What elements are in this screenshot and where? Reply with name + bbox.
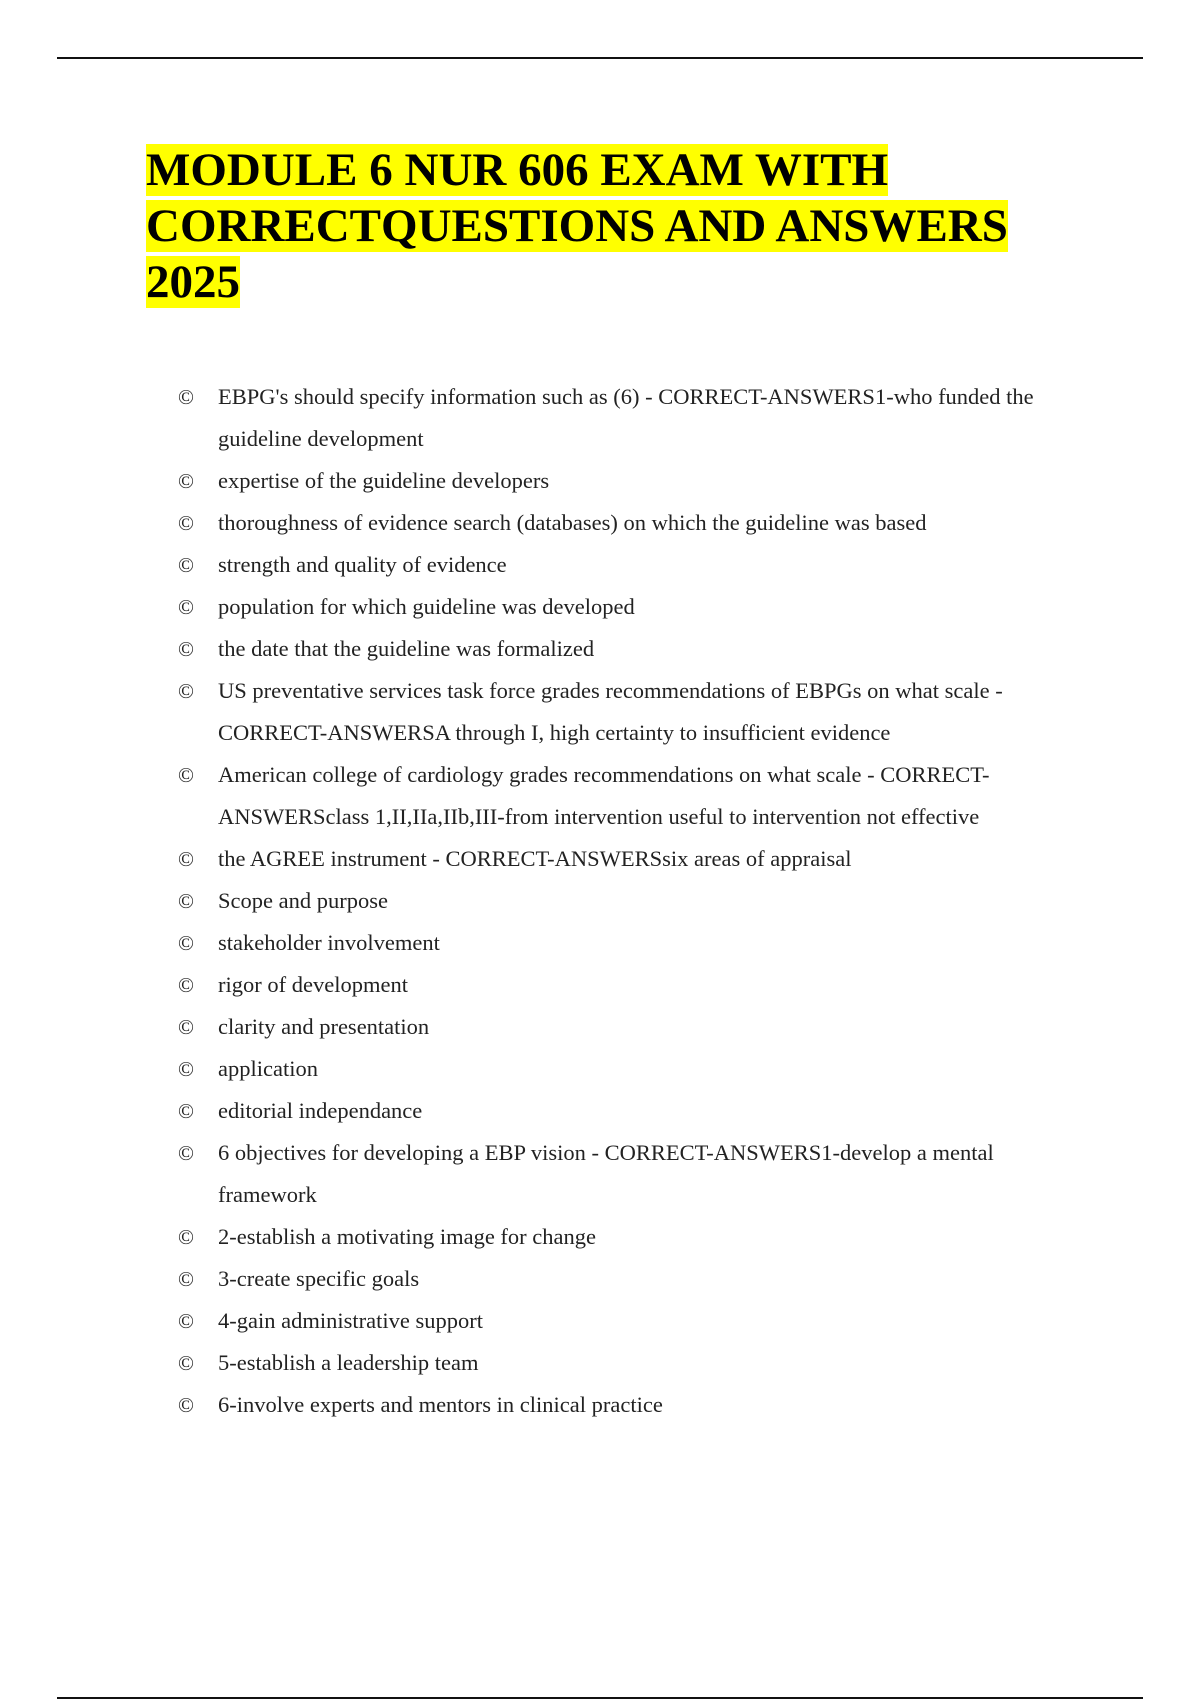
copyright-bullet-icon: © xyxy=(178,1351,194,1375)
item-text: thoroughness of evidence search (databases) on which the guideline was based xyxy=(218,510,927,535)
item-text: 5-establish a leadership team xyxy=(218,1350,479,1375)
item-text: clarity and presentation xyxy=(218,1014,430,1039)
item-text: editorial independance xyxy=(218,1098,423,1123)
item-text: 2-establish a motivating image for change xyxy=(218,1224,597,1249)
list-item xyxy=(178,1300,1078,1342)
copyright-bullet-icon: © xyxy=(178,469,194,493)
copyright-bullet-icon: © xyxy=(178,931,194,955)
bottom-divider xyxy=(57,1697,1143,1699)
top-divider xyxy=(57,57,1143,59)
list-item xyxy=(178,502,1078,544)
list-item xyxy=(178,1006,1078,1048)
list-item xyxy=(178,1216,1078,1258)
list-item xyxy=(178,1342,1078,1384)
item-text: strength and quality of evidence xyxy=(218,552,507,577)
copyright-bullet-icon: © xyxy=(178,763,194,787)
list-item xyxy=(178,670,1078,754)
copyright-bullet-icon: © xyxy=(178,1309,194,1333)
copyright-bullet-icon: © xyxy=(178,679,194,703)
copyright-bullet-icon: © xyxy=(178,973,194,997)
item-text: American college of cardiology grades recommendations on what scale - CORRECT-ANSWERSclass 1,II,IIa,IIb,III-from intervention useful to intervention not effective xyxy=(218,762,990,829)
copyright-bullet-icon: © xyxy=(178,889,194,913)
item-text: 6-involve experts and mentors in clinical practice xyxy=(218,1392,663,1417)
list-item xyxy=(178,586,1078,628)
list-item xyxy=(178,1132,1078,1216)
copyright-bullet-icon: © xyxy=(178,1225,194,1249)
copyright-bullet-icon: © xyxy=(178,847,194,871)
item-text: population for which guideline was developed xyxy=(218,594,635,619)
list-item xyxy=(178,544,1078,586)
document-title xyxy=(146,142,1086,310)
item-text: application xyxy=(218,1056,318,1081)
title-highlight: MODULE 6 NUR 606 EXAM WITH CORRECTQUESTIONS AND ANSWERS 2025 xyxy=(146,144,1008,308)
item-text: 6 objectives for developing a EBP vision - CORRECT-ANSWERS1-develop a mental framework xyxy=(218,1140,994,1207)
copyright-bullet-icon: © xyxy=(178,1141,194,1165)
list-item xyxy=(178,460,1078,502)
item-text: expertise of the guideline developers xyxy=(218,468,550,493)
copyright-bullet-icon: © xyxy=(178,595,194,619)
list-item xyxy=(178,964,1078,1006)
list-item xyxy=(178,376,1078,460)
list-item xyxy=(178,628,1078,670)
list-item xyxy=(178,1048,1078,1090)
item-text: 4-gain administrative support xyxy=(218,1308,483,1333)
item-text: the AGREE instrument - CORRECT-ANSWERSsix areas of appraisal xyxy=(218,846,852,871)
copyright-bullet-icon: © xyxy=(178,1099,194,1123)
list-item xyxy=(178,838,1078,880)
copyright-bullet-icon: © xyxy=(178,637,194,661)
copyright-bullet-icon: © xyxy=(178,511,194,535)
list-item xyxy=(178,754,1078,838)
item-text: EBPG's should specify information such as (6) - CORRECT-ANSWERS1-who funded the guideline development xyxy=(218,384,1034,451)
list-item xyxy=(178,1384,1078,1426)
list-item xyxy=(178,922,1078,964)
item-text: Scope and purpose xyxy=(218,888,388,913)
copyright-bullet-icon: © xyxy=(178,1393,194,1417)
item-text: the date that the guideline was formalized xyxy=(218,636,595,661)
list-item xyxy=(178,1258,1078,1300)
item-text: US preventative services task force grades recommendations of EBPGs on what scale - CORRECT-ANSWERSA through I, high certainty to insufficient evidence xyxy=(218,678,1003,745)
list-item xyxy=(178,880,1078,922)
item-text: rigor of development xyxy=(218,972,408,997)
copyright-bullet-icon: © xyxy=(178,553,194,577)
item-text: stakeholder involvement xyxy=(218,930,440,955)
copyright-bullet-icon: © xyxy=(178,1015,194,1039)
copyright-bullet-icon: © xyxy=(178,1267,194,1291)
qa-list xyxy=(178,376,1078,1426)
copyright-bullet-icon: © xyxy=(178,1057,194,1081)
item-text: 3-create specific goals xyxy=(218,1266,420,1291)
list-item xyxy=(178,1090,1078,1132)
copyright-bullet-icon: © xyxy=(178,385,194,409)
